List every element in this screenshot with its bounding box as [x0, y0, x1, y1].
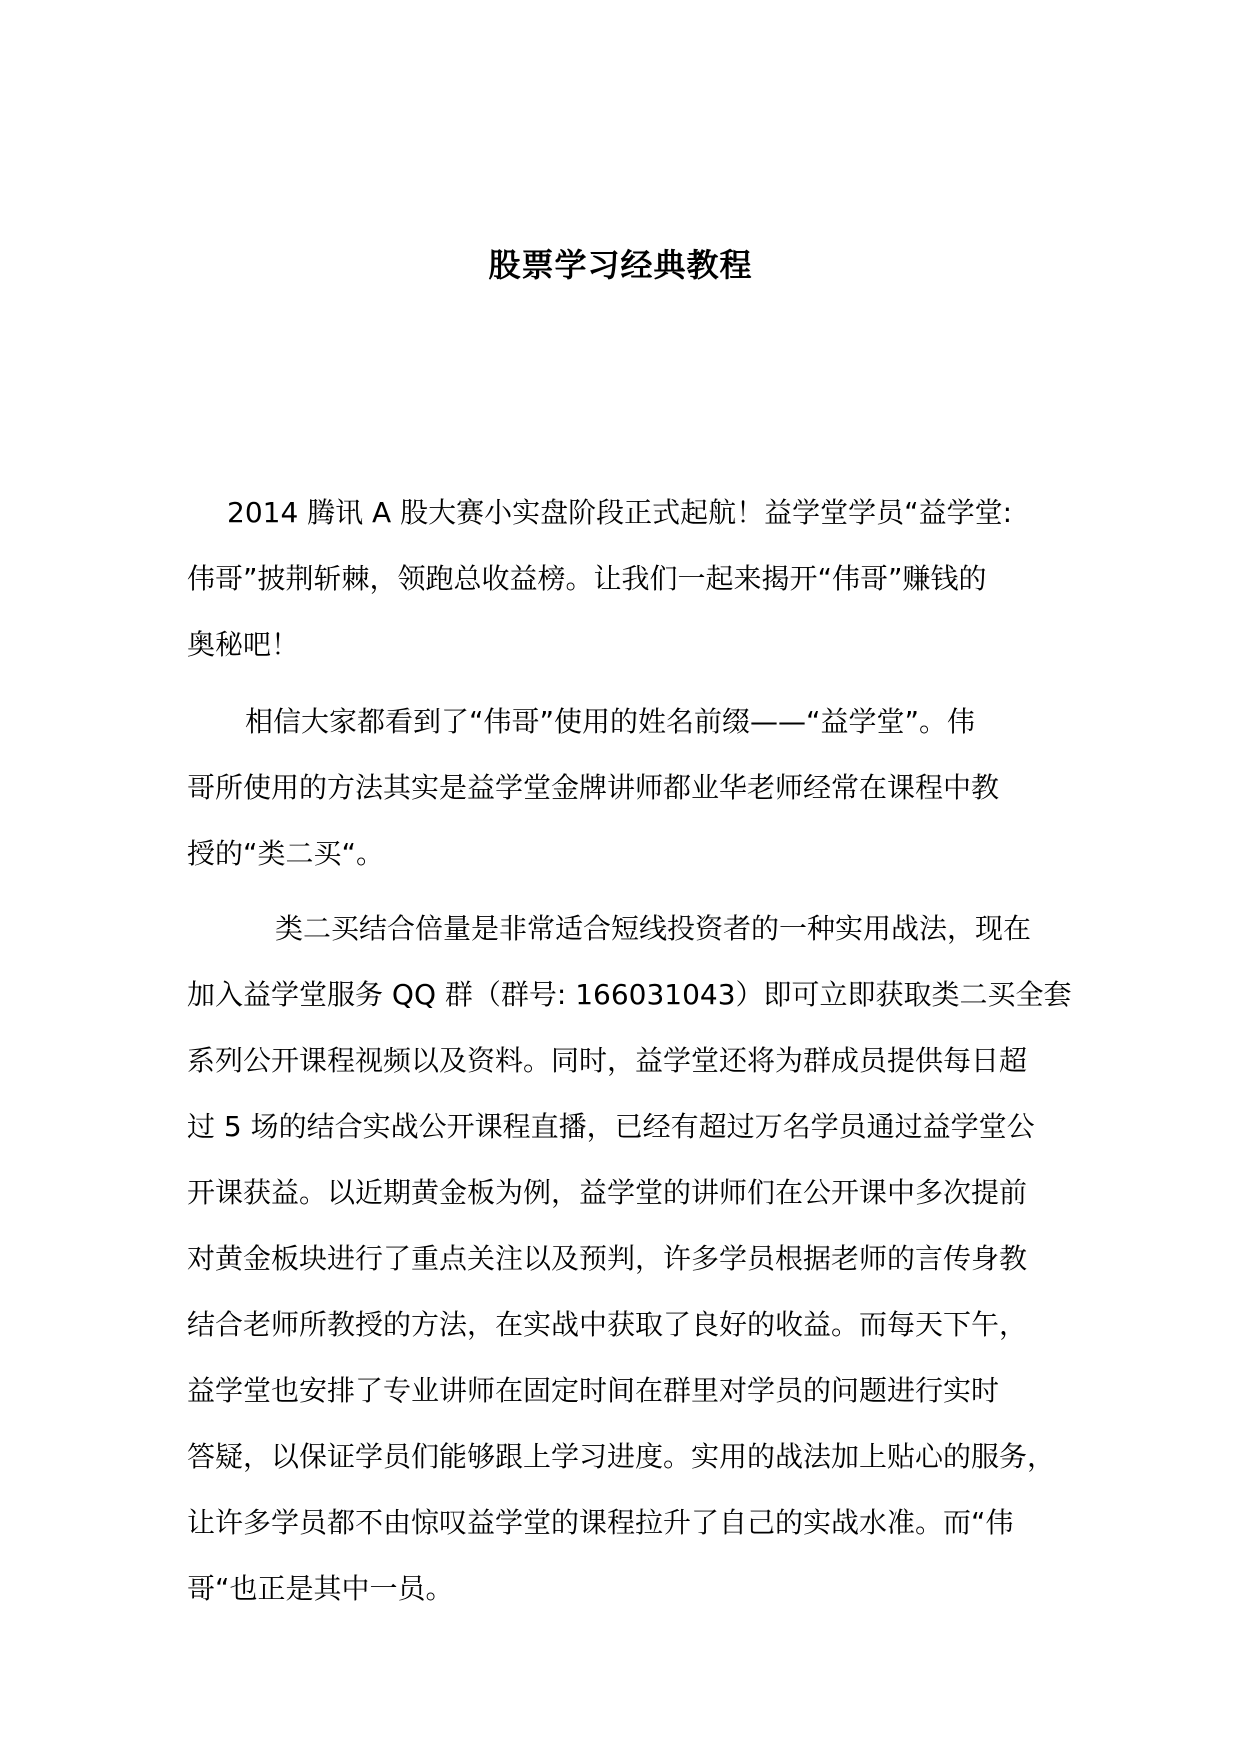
paragraph-line: 对黄金板块进行了重点关注以及预判，许多学员根据老师的言传身教: [187, 1242, 1028, 1275]
paragraph-line: 过 5 场的结合实战公开课程直播，已经有超过万名学员通过益学堂公: [187, 1110, 1035, 1143]
paragraph-method: [187, 689, 1057, 887]
paragraph-line: 2014 腾讯 A 股大赛小实盘阶段正式起航！益学堂学员“益学堂:: [227, 496, 1013, 529]
paragraph-line: 加入益学堂服务 QQ 群（群号: 166031043）即可立即获取类二买全套: [187, 978, 1072, 1011]
paragraph-line: 益学堂也安排了专业讲师在固定时间在群里对学员的问题进行实时: [187, 1374, 1000, 1407]
page-title: 股票学习经典教程: [488, 246, 753, 284]
paragraph-service: [187, 896, 1072, 1622]
paragraph-line: 类二买结合倍量是非常适合短线投资者的一种实用战法，现在: [275, 912, 1032, 945]
paragraph-line: 哥“也正是其中一员。: [187, 1572, 454, 1605]
paragraph-line: 伟哥”披荆斩棘，领跑总收益榜。让我们一起来揭开“伟哥”赚钱的: [187, 562, 987, 595]
paragraph-line: 哥所使用的方法其实是益学堂金牌讲师都业华老师经常在课程中教: [187, 771, 1000, 804]
paragraph-line: 系列公开课程视频以及资料。同时，益学堂还将为群成员提供每日超: [187, 1044, 1028, 1077]
paragraph-line: 结合老师所教授的方法，在实战中获取了良好的收益。而每天下午，: [187, 1308, 1028, 1341]
paragraph-line: 开课获益。以近期黄金板为例，益学堂的讲师们在公开课中多次提前: [187, 1176, 1028, 1209]
paragraph-line: 答疑，以保证学员们能够跟上学习进度。实用的战法加上贴心的服务，: [187, 1440, 1056, 1473]
paragraph-line: 让许多学员都不由惊叹益学堂的课程拉升了自己的实战水准。而“伟: [187, 1506, 1014, 1539]
paragraph-line: 奥秘吧！: [187, 628, 300, 661]
paragraph-line: 授的“类二买“。: [187, 837, 385, 870]
paragraph-line: 相信大家都看到了“伟哥”使用的姓名前缀——“益学堂”。伟: [245, 705, 976, 738]
paragraph-intro: [187, 480, 1057, 678]
